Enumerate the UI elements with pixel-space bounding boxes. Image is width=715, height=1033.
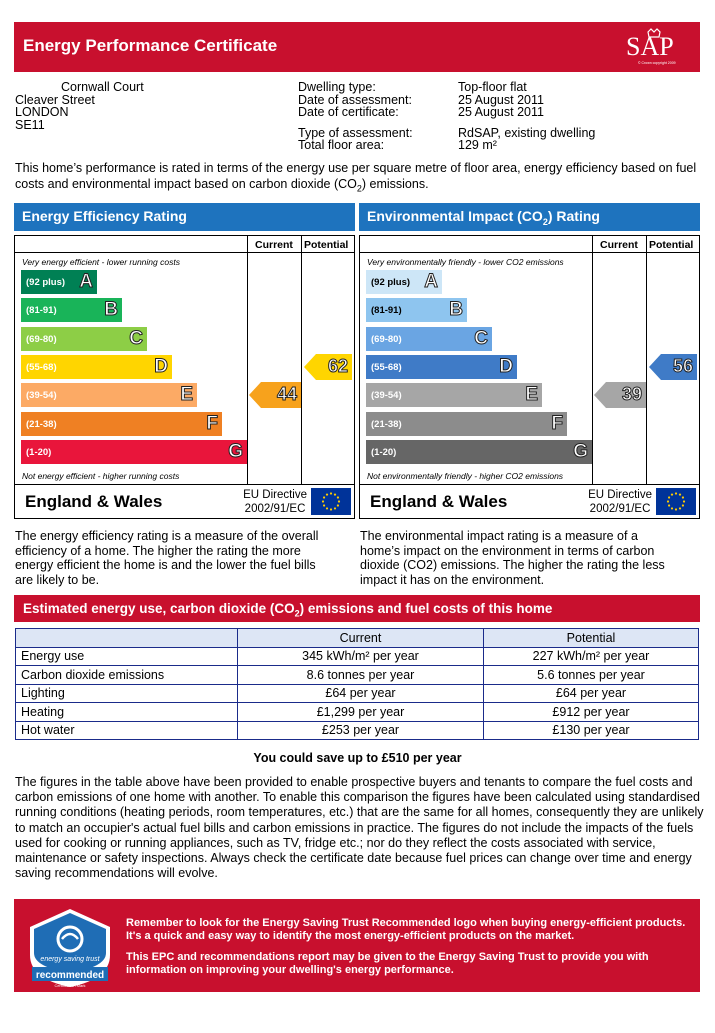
band-letter: F [206,412,218,434]
band-range: (39-54) [371,390,402,402]
table-header-potential: Potential [484,629,699,648]
eu-star [675,492,677,494]
row-label: Hot water [16,721,238,740]
property-details [298,81,595,152]
eu-star [683,500,685,502]
address-line: SE11 [15,117,45,132]
potential-value: £912 per year [484,703,699,722]
band-range: (69-80) [371,333,402,345]
eu-star [330,508,332,510]
band-range: (81-91) [371,305,402,317]
potential-value: 5.6 tonnes per year [484,666,699,685]
row-label: Lighting [16,684,238,703]
eu-star [679,493,681,495]
svg-text:Certification Mark: Certification Mark [54,983,86,988]
table-row [16,666,699,685]
intro-paragraph: This home’s performance is rated in terms of the energy use per square metre of floor area, energy efficiency based on fuel costs and environmental impact based on carbon dioxide $(CO_2)$ emissions. [15,161,697,193]
eu-star [668,504,670,506]
eu-directive: EU Directive 2002/91/EC [243,489,307,515]
eu-directive: EU Directive 2002/91/EC [588,489,652,515]
page-title: Energy Performance Certificate [23,36,278,55]
eu-star [330,492,332,494]
title-banner [14,22,700,72]
eu-star [337,504,339,506]
floor-area-value: 129 m² [458,138,497,152]
bottom-note: Not environmentally friendly - higher CO2 emissions [367,471,564,481]
rating-band-c [21,327,147,351]
eu-star [322,500,324,502]
address-line: LONDON [15,105,69,119]
detail-label: Total floor area: [298,138,385,152]
current-rating-arrow: 39 [594,382,646,408]
rating-band-g [366,440,592,464]
usage-heading: Estimated energy use, carbon dioxide $(CO_2)$ emissions and fuel costs of this home [14,595,700,622]
current-value: £1,299 per year [238,703,484,722]
assessment-type-value: RdSAP, existing dwelling [458,125,596,140]
band-range: (21-38) [26,418,57,430]
figures-disclaimer: The figures in the table above have been provided to enable prospective buyers and tenants to compare the fuel costs and carbon emissions of one home with another. To enable this comparison the figures have been calculated using standardised running conditions (heating periods, room temperatures, etc.) that are the same for all homes, consequently they are unlikely to match an occupier's actual fuel bills and carbon emissions in practice. The figures do not include the impacts of the fuels used for cooking or running appliances, such as TV, fridge etc.; nor do they reflect the costs associated with service, maintenance or safety inspections. Always check the certificate date because fuel prices can change over time and energy saving recommendations will evolve. [15,775,704,881]
svg-text:recommended: recommended [35,970,105,981]
rating-band-e [21,383,197,407]
table-row [16,684,699,703]
sap-logo [624,28,686,66]
band-range: (21-38) [371,418,402,430]
band-letter: A [79,271,93,292]
eu-flag-icon [311,488,351,515]
band-letter: A [424,271,438,292]
band-letter: B [449,299,463,321]
efficiency-explanation: The energy efficiency rating is a measure of the overall efficiency of a home. The higher the rating the more energy efficient the home is and the lower the fuel bills are likely to be. [15,529,319,587]
band-range: (39-54) [26,390,57,402]
eu-star [682,504,684,506]
rating-band-f [366,412,567,436]
eu-star [326,493,328,495]
rating-band-a [366,270,442,294]
environment-heading: Environmental Impact $(CO_2)$ Rating [359,203,700,231]
assessment-date-value: 25 August 2011 [458,92,544,107]
svg-text:© Crown copyright 2009: © Crown copyright 2009 [638,61,676,65]
footer-banner [14,899,700,992]
potential-value: £64 per year [484,684,699,703]
efficiency-rating-chart [14,235,355,519]
current-value: £253 per year [238,721,484,740]
row-label: Heating [16,703,238,722]
band-letter: B [104,299,118,321]
band-range: (55-68) [26,361,57,373]
row-label: Carbon dioxide emissions [16,666,238,685]
property-address [15,81,144,131]
eu-star [337,496,339,498]
table-row [16,703,699,722]
detail-label: Date of assessment: [298,92,412,107]
eu-star [682,496,684,498]
table-header-blank [16,629,238,648]
detail-label: Dwelling type: [298,80,376,94]
current-rating-arrow: 44 [249,382,301,408]
environment-explanation: The environmental impact rating is a measure of a home’s impact on the environment in terms of carbon dioxide (CO2) emissions. The higher the rating the less impact it has on the environment. [360,529,665,587]
footer-paragraph-2: This EPC and recommendations report may be given to the Energy Saving Trust to provide you with information on improving your dwelling's energy performance. [126,951,649,976]
top-note: Very environmentally friendly - lower CO2 emissions [367,257,564,267]
top-note: Very energy efficient - lower running costs [22,257,180,267]
potential-rating-arrow: 62 [304,354,352,380]
eu-star [668,496,670,498]
potential-value: £130 per year [484,721,699,740]
eu-star [671,507,673,509]
band-letter: D [154,355,168,377]
rating-band-a [21,270,97,294]
rating-band-f [21,412,222,436]
band-letter: E [525,384,538,406]
svg-text:SAP: SAP [626,32,674,61]
current-column-header: Current [600,239,638,251]
band-letter: F [551,412,563,434]
band-letter: E [180,384,193,406]
eu-star [338,500,340,502]
eu-star [679,507,681,509]
region-label: England & Wales [25,492,163,511]
environmental-rating-chart [359,235,700,519]
rating-band-b [366,298,467,322]
rating-band-b [21,298,122,322]
current-column-header: Current [255,239,293,251]
efficiency-heading: Energy Efficiency Rating [14,203,355,231]
eu-star [671,493,673,495]
bottom-note: Not energy efficient - higher running costs [22,471,180,481]
rating-band-d [366,355,517,379]
rating-band-g [21,440,247,464]
eu-star [323,496,325,498]
energy-cost-table [15,628,699,740]
current-value: £64 per year [238,684,484,703]
address-line: Cornwall Court [61,80,144,94]
band-letter: C [129,327,143,349]
svg-text:energy saving trust: energy saving trust [40,956,100,963]
detail-label: Date of certificate: [298,105,399,119]
energy-saving-trust-logo [22,907,118,989]
band-range: (1-20) [26,446,52,458]
eu-star [675,508,677,510]
potential-rating-arrow: 56 [649,354,697,380]
row-label: Energy use [16,647,238,666]
band-range: (69-80) [26,333,57,345]
current-value: 8.6 tonnes per year [238,666,484,685]
eu-star [667,500,669,502]
eu-flag-icon [656,488,696,515]
table-header-current: Current [238,629,484,648]
band-letter: G [573,440,588,462]
dwelling-type-value: Top-floor flat [458,80,527,94]
band-range: (81-91) [26,305,57,317]
region-label: England & Wales [370,492,508,511]
potential-value: 227 kWh/m² per year [484,647,699,666]
band-letter: C [474,327,488,349]
band-letter: D [499,355,513,377]
band-range: (92 plus) [371,277,411,288]
address-line: Cleaver Street [15,92,95,107]
rating-band-d [21,355,172,379]
certificate-date-value: 25 August 2011 [458,105,544,119]
band-range: (92 plus) [26,277,66,288]
potential-column-header: Potential [649,239,694,251]
rating-band-e [366,383,542,407]
band-letter: G [228,440,243,462]
eu-star [334,507,336,509]
band-range: (1-20) [371,446,397,458]
eu-star [323,504,325,506]
footer-paragraph-1: Remember to look for the Energy Saving Trust Recommended logo when buying energy-efficient products. It's a quick and easy way to identify the most energy-efficient products on the market. [126,917,686,942]
detail-label: Type of assessment: [298,125,413,140]
current-value: 345 kWh/m² per year [238,647,484,666]
table-row [16,647,699,666]
table-row [16,721,699,740]
rating-band-c [366,327,492,351]
eu-star [334,493,336,495]
savings-summary: You could save up to £510 per year [253,751,462,765]
eu-star [326,507,328,509]
band-range: (55-68) [371,361,402,373]
potential-column-header: Potential [304,239,349,251]
